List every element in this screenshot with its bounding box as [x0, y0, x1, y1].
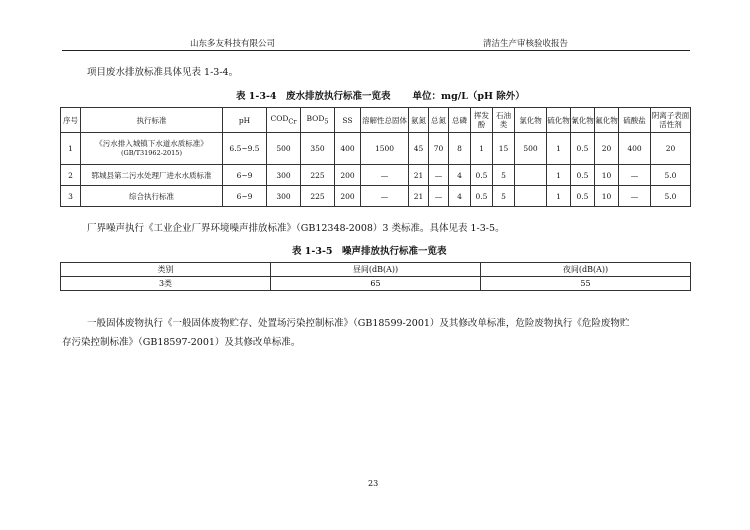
noise-paragraph: 厂界噪声执行《工业企业厂界环境噪声排放标准》（GB12348-2008）3 类标准。具体见表 1-3-5。	[87, 223, 505, 234]
cell-petroleum: 5	[493, 165, 515, 186]
col-header-tds: 溶解性总固体	[361, 108, 409, 133]
cell-category: 3类	[61, 277, 271, 291]
col-header-petroleum: 石油类	[493, 108, 515, 133]
cell-cyanide: 0.5	[571, 133, 595, 165]
solid-waste-paragraph-line2: 存污染控制标准》（GB18597-2001）及其修改单标准。	[62, 337, 301, 348]
col-header-ss: SS	[335, 108, 361, 133]
cell-bod: 350	[301, 133, 335, 165]
row-standard: 郓城县第二污水处理厂进水水质标准	[81, 165, 223, 186]
cell-cod: 300	[267, 165, 301, 186]
table1-caption-title: 表 1-3-4 废水排放执行标准一览表	[236, 91, 391, 102]
cell-cyanide: 0.5	[571, 165, 595, 186]
wastewater-standards-table	[60, 107, 691, 207]
cell-ammonia: 21	[409, 186, 429, 207]
cell-phenol: 1	[471, 133, 493, 165]
col-header-anionic-surfactant: 阴离子表面活性剂	[651, 108, 691, 133]
page-number: 23	[368, 479, 379, 488]
cell-tds: —	[361, 186, 409, 207]
cell-petroleum: 5	[493, 186, 515, 207]
intro-paragraph: 项目废水排放标准具体见表 1-3-4。	[87, 67, 239, 78]
cell-daytime: 65	[271, 277, 481, 291]
cell-ammonia: 21	[409, 165, 429, 186]
cell-total-phosphorus: 4	[449, 165, 471, 186]
cell-total-phosphorus: 8	[449, 133, 471, 165]
cell-chloride	[515, 186, 547, 207]
table-row	[61, 133, 691, 165]
col-header-nighttime: 夜间(dB(A))	[481, 263, 691, 277]
cell-cod: 500	[267, 133, 301, 165]
cell-nighttime: 55	[481, 277, 691, 291]
cell-total-nitrogen: —	[429, 186, 449, 207]
col-header-phenol: 挥发酚	[471, 108, 493, 133]
row-no: 1	[61, 133, 81, 165]
table1-caption-unit: 单位：mg/L（pH 除外）	[412, 91, 525, 102]
col-header-cyanide: 氰化物	[571, 108, 595, 133]
col-header-ph: pH	[223, 108, 267, 133]
col-header-sulfate: 硫酸盐	[619, 108, 651, 133]
cell-sulfate: 400	[619, 133, 651, 165]
cell-total-nitrogen: —	[429, 165, 449, 186]
col-header-standard: 执行标准	[81, 108, 223, 133]
cell-ss: 200	[335, 186, 361, 207]
col-header-total-phosphorus: 总磷	[449, 108, 471, 133]
cell-sulfate: —	[619, 186, 651, 207]
cell-fluoride: 10	[595, 165, 619, 186]
cell-tds: 1500	[361, 133, 409, 165]
header-divider	[62, 50, 690, 51]
table2-caption: 表 1-3-5 噪声排放执行标准一览表	[292, 246, 447, 257]
row-no: 2	[61, 165, 81, 186]
cell-ss: 400	[335, 133, 361, 165]
col-header-ammonia: 氨氮	[409, 108, 429, 133]
cell-sulfide: 1	[547, 165, 571, 186]
cell-bod: 225	[301, 165, 335, 186]
header-report-title: 清洁生产审核验收报告	[483, 39, 569, 49]
table-row	[61, 186, 691, 207]
col-header-total-nitrogen: 总氮	[429, 108, 449, 133]
row-standard: 《污水排入城镇下水道水质标准》 (GB/T31962-2015)	[81, 133, 223, 165]
cell-sulfide: 1	[547, 186, 571, 207]
table-row	[61, 277, 691, 291]
cell-total-phosphorus: 4	[449, 186, 471, 207]
col-header-category: 类别	[61, 263, 271, 277]
cell-ph: 6~9	[223, 165, 267, 186]
cell-anionic-surfactant: 20	[651, 133, 691, 165]
cell-cod: 300	[267, 186, 301, 207]
cell-anionic-surfactant: 5.0	[651, 186, 691, 207]
row-standard: 综合执行标准	[81, 186, 223, 207]
header-company: 山东多友科技有限公司	[190, 39, 276, 49]
cell-petroleum: 15	[493, 133, 515, 165]
col-header-bod: $BOD_5$	[301, 108, 335, 133]
cell-chloride: 500	[515, 133, 547, 165]
col-header-daytime: 昼间(dB(A))	[271, 263, 481, 277]
cell-ammonia: 45	[409, 133, 429, 165]
solid-waste-paragraph-line1: 一般固体废物执行《一般固体废物贮存、处置场污染控制标准》（GB18599-2001）及其修改单标准，危险废物执行《危险废物贮	[87, 318, 630, 329]
cell-bod: 225	[301, 186, 335, 207]
cell-total-nitrogen: 70	[429, 133, 449, 165]
col-header-no: 序号	[61, 108, 81, 133]
cell-fluoride: 20	[595, 133, 619, 165]
col-header-chloride: 氯化物	[515, 108, 547, 133]
col-header-cod: $COD_{Cr}$	[267, 108, 301, 133]
noise-standards-table	[60, 262, 691, 291]
cell-chloride	[515, 165, 547, 186]
cell-ph: 6~9	[223, 186, 267, 207]
cell-cyanide: 0.5	[571, 186, 595, 207]
cell-tds: —	[361, 165, 409, 186]
cell-ss: 200	[335, 165, 361, 186]
cell-phenol: 0.5	[471, 165, 493, 186]
table-header-row	[61, 263, 691, 277]
cell-anionic-surfactant: 5.0	[651, 165, 691, 186]
row-no: 3	[61, 186, 81, 207]
col-header-sulfide: 硫化物	[547, 108, 571, 133]
col-header-fluoride: 氟化物	[595, 108, 619, 133]
cell-phenol: 0.5	[471, 186, 493, 207]
cell-fluoride: 10	[595, 186, 619, 207]
table1-caption	[236, 88, 525, 102]
table-row	[61, 165, 691, 186]
cell-sulfate: —	[619, 165, 651, 186]
table-header-row	[61, 108, 691, 133]
cell-sulfide: 1	[547, 133, 571, 165]
cell-ph: 6.5~9.5	[223, 133, 267, 165]
